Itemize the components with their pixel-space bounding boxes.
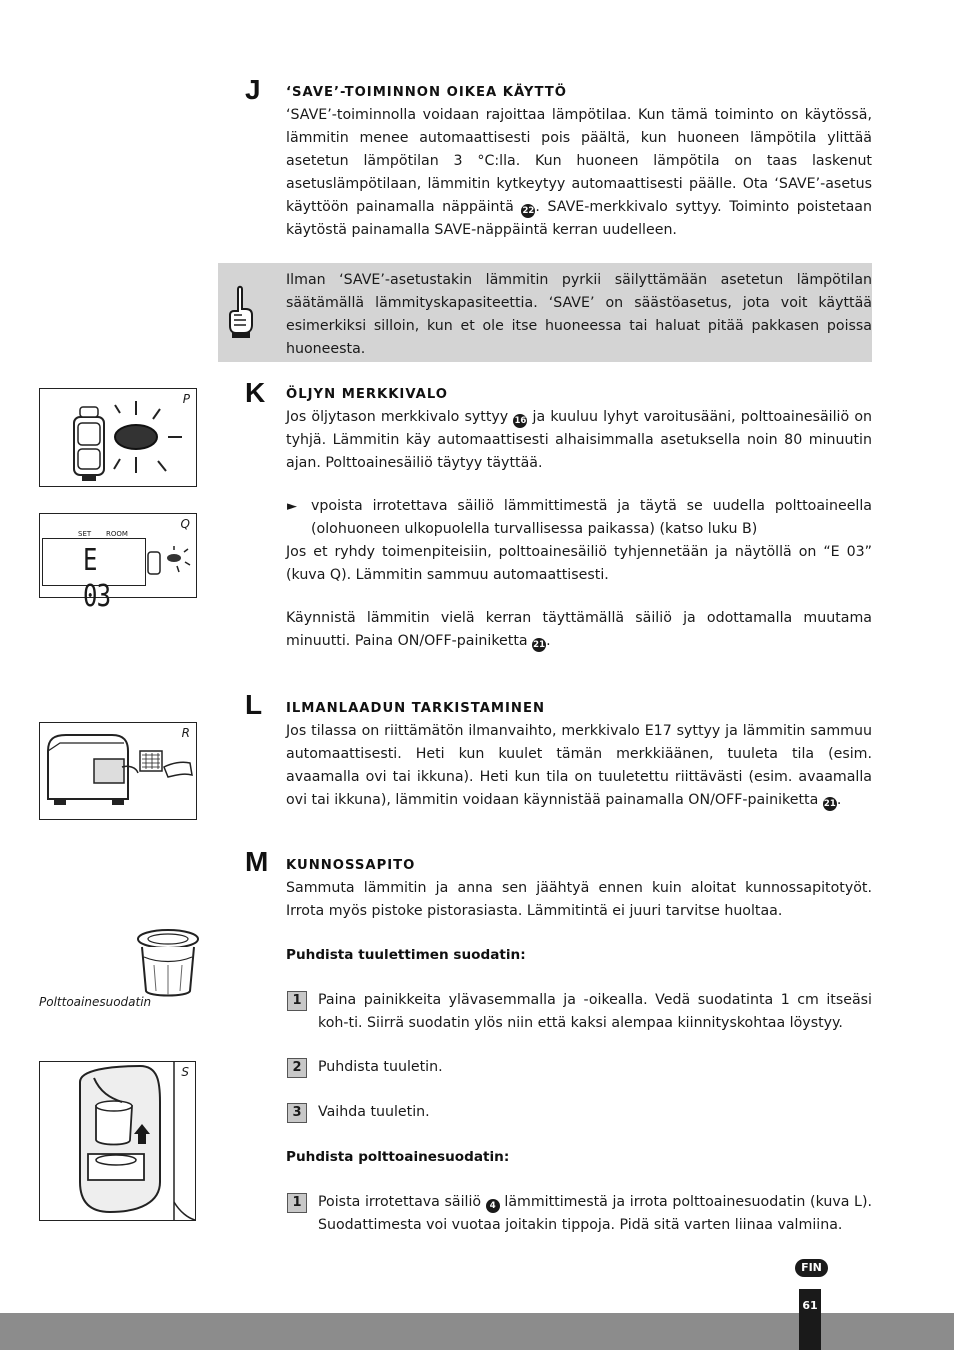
figure-p — [39, 388, 197, 487]
figure-label: S — [181, 1065, 189, 1079]
text-span: ja kuuluu lyhyt varoitusääni, polttoainesäiliö on tyhjä. Lämmitin käy automaattisesti alhaisimmalla asetuksella noin 80 minuutin ajan. Polttoainesäiliö täytyy täyttää. — [286, 409, 872, 471]
section-heading-oil-indicator: ÖLJYN MERKKIVALO — [286, 387, 448, 402]
set-label: SET — [78, 530, 92, 538]
section-heading-maintenance: KUNNOSSAPITO — [286, 858, 416, 873]
language-badge: FIN — [795, 1259, 828, 1277]
figure-label: P — [182, 392, 190, 406]
page-number-tab — [799, 1289, 821, 1350]
section-letter-j: J — [245, 74, 261, 105]
section-text-oil-indicator — [286, 406, 872, 475]
filter-removal-illustration — [40, 1062, 195, 1220]
page-number: 61 — [802, 1299, 818, 1312]
section-letter-l: L — [245, 689, 263, 720]
bullet-arrow-icon: ► — [287, 499, 297, 514]
figure-s — [39, 1061, 196, 1221]
figure-q — [39, 513, 197, 614]
reference-number-badge: 21 — [823, 799, 836, 809]
figure-label: R — [181, 726, 190, 740]
bullet-text: vpoista irrotettava säiliö lämmittimestä ja täytä se uudella polttoaineella (olohuoneen ulkopuolella turvallisessa paikassa) (katso luku B) — [311, 498, 872, 537]
text-span: Jos tilassa on riittämätön ilmanvaihto, merkkivalo E17 syttyy ja lämmitin sammuu automaattisesti. Heti kun kuulet tämän merkkiäänen, tuuleta tila (esim. avaamalla ovi tai ikkuna). Heti kun tila on tuuletettu riittävästi (esim. avaamalla ovi tai ikkuna), lämmitin voidaan käynnistää painamalla ON/OFF-painiketta — [286, 723, 872, 808]
section-text-maintenance: Sammuta lämmitin ja anna sen jäähtyä ennen kuin aloitat kunnossapitotyöt. Irrota myös pistoke pistorasiasta. Lämmitintä ei juuri tarvitse huoltaa. — [286, 880, 872, 919]
note-text: Ilman ‘SAVE’-asetustakin lämmitin pyrkii säilyttämään asetetun lämpötilan säätämällä lämmityskapasiteettia. ‘SAVE’ on säästöasetus, jota voit käyttää esimerkiksi silloin, kun et ole itse huoneessa tai haluat pitää pakkasen poissa huoneesta. — [286, 272, 872, 357]
section-text-restart — [286, 607, 872, 653]
fuel-filter-illustration — [130, 925, 202, 999]
reference-number-badge: 16 — [514, 416, 527, 426]
step-text: Paina painikkeita ylävasemmalla ja -oikealla. Vedä suodatinta 1 cm itseäsi koh-ti. Siirrä suodatin ylös niin että kaksi alempaa kiinnityskohtaa löystyy. — [318, 992, 872, 1031]
subheading-fuel-filter: Puhdista polttoainesuodatin: — [286, 1149, 510, 1165]
text-span: . — [546, 633, 551, 649]
reference-number-badge: 4 — [486, 1199, 500, 1213]
fuel-filter-caption: Polttoainesuodatin — [39, 995, 152, 1009]
lcd-display — [42, 538, 146, 614]
pointing-hand-icon — [224, 285, 258, 339]
figure-label: Q — [180, 517, 190, 531]
step-number: 2 — [287, 1058, 307, 1078]
text-span: lämmittimestä ja irrota polttoainesuodatin (kuva L). Suodattimesta voi vuotaa joitakin tippoja. Pidä sitä varten liinaa valmiina. — [318, 1194, 873, 1233]
step-number: 1 — [287, 991, 307, 1011]
reference-number-badge: 21 — [533, 640, 546, 650]
step-text: Puhdista tuuletin. — [318, 1059, 443, 1075]
figure-r — [39, 722, 197, 820]
text-span: Käynnistä lämmitin vielä kerran täyttämällä säiliö ja odottamalla muutama minuutti. Paina ON/OFF-painiketta — [286, 610, 872, 649]
section-letter-k: K — [245, 377, 266, 408]
section-text-save — [286, 104, 872, 242]
step-number: 3 — [287, 1103, 307, 1123]
section-text-air-quality — [286, 720, 872, 812]
text-span: ‘SAVE’-toiminnolla voidaan rajoittaa lämpötilaa. Kun tämä toiminto on käytössä, lämmitin menee automaattisesti pois päältä, kun huoneen lämpötila ylittää asetetun lämpötilan 3 °C:lla. Kun huoneen lämpötila on taas laskenut asetuslämpötilaan, lämmitin kytkeytyy automaattisesti päälle. Ota ‘SAVE’-asetus käyttöön painamalla näppäintä — [286, 107, 872, 215]
text-span: . SAVE-merkkivalo syttyy. Toiminto poistetaan käytöstä painamalla SAVE-näppäintä kerran uudelleen. — [286, 199, 872, 238]
text-span: Poista irrotettava säiliö — [318, 1194, 482, 1210]
lcd-error-code: E 03 — [83, 543, 111, 614]
step-text: Vaihda tuuletin. — [318, 1104, 430, 1120]
section-heading-air-quality: ILMANLAADUN TARKISTAMINEN — [286, 701, 546, 716]
oil-light-icon — [146, 542, 194, 582]
section-letter-m: M — [245, 846, 269, 877]
subheading-fan-filter: Puhdista tuulettimen suodatin: — [286, 947, 526, 963]
text-span: . — [836, 792, 842, 808]
heater-filter-illustration — [40, 723, 196, 819]
section-heading-save: ‘SAVE’-TOIMINNON OIKEA KÄYTTÖ — [286, 85, 567, 100]
room-label: ROOM — [106, 530, 128, 538]
text-span: Jos öljytason merkkivalo syttyy — [286, 409, 509, 425]
step-number: 1 — [287, 1193, 307, 1213]
step-text — [318, 1191, 872, 1237]
oil-indicator-illustration — [40, 389, 196, 486]
reference-number-badge: 22 — [522, 206, 535, 216]
section-text-e03: Jos et ryhdy toimenpiteisiin, polttoainesäiliö tyhjennetään ja näytöllä on “E 03” (kuva Q). Lämmitin sammuu automaattisesti. — [286, 544, 872, 583]
note-box — [218, 263, 872, 362]
